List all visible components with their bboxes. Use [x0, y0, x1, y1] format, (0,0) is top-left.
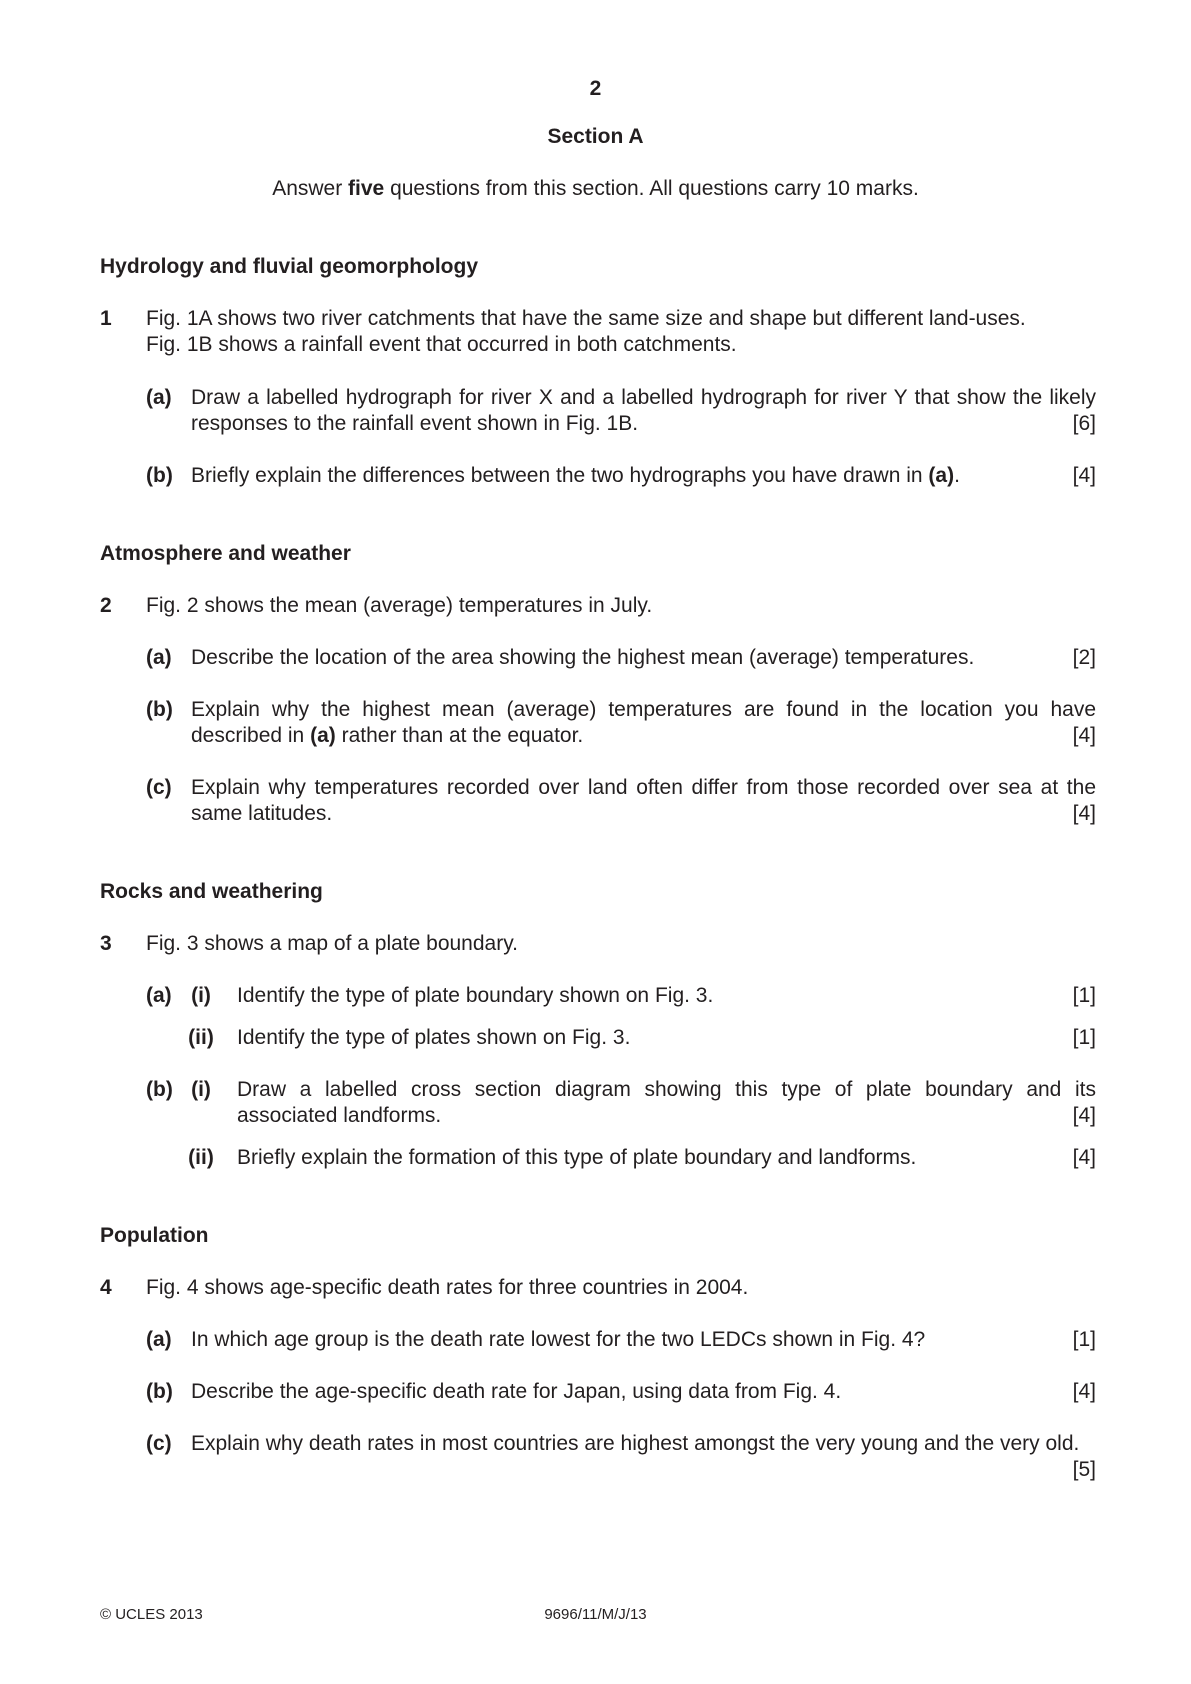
question-3b-i-marks: [4] [1072, 1104, 1096, 1127]
question-1b-text-bold: (a) [928, 464, 955, 487]
question-number-2: 2 [100, 594, 112, 617]
question-3a-ii-text: Identify the type of plates shown on Fig. 3. [237, 1026, 631, 1049]
page-number: 2 [589, 77, 602, 100]
question-1-stem-line-2: Fig. 1B shows a rainfall event that occurred in both catchments. [146, 333, 737, 356]
question-4c-text: Explain why death rates in most countries are highest amongst the very young and the very old. [191, 1432, 1080, 1455]
question-4-stem: Fig. 4 shows age-specific death rates for three countries in 2004. [146, 1276, 749, 1299]
instructions [0, 176, 1191, 202]
question-3a-ii-label: (ii) [188, 1026, 214, 1049]
question-number-3: 3 [100, 932, 112, 955]
question-2b-marks: [4] [1072, 724, 1096, 747]
question-1a-marks: [6] [1072, 412, 1096, 435]
question-4c-marks: [5] [1072, 1458, 1096, 1481]
question-2a-marks: [2] [1072, 646, 1096, 669]
question-1b-text-after: . [954, 464, 960, 487]
question-1a-text: Draw a labelled hydrograph for river X and a labelled hydrograph for river Y that show the likely responses to the rainfall event shown in Fig. 1B. [191, 386, 1096, 435]
question-4b-marks: [4] [1072, 1380, 1096, 1403]
question-3b-i-label: (i) [191, 1078, 211, 1101]
question-4a-text: In which age group is the death rate lowest for the two LEDCs shown in Fig. 4? [191, 1328, 926, 1351]
question-3-stem: Fig. 3 shows a map of a plate boundary. [146, 932, 518, 955]
question-2c-text: Explain why temperatures recorded over land often differ from those recorded over sea at the same latitudes. [191, 776, 1096, 825]
question-3a-i-marks: [1] [1072, 984, 1096, 1007]
question-3b-ii-label: (ii) [188, 1146, 214, 1169]
question-3a-i-label: (i) [191, 984, 211, 1007]
question-3b-label: (b) [146, 1078, 173, 1101]
question-2b-text-bold: (a) [310, 724, 336, 747]
footer-copyright: © UCLES 2013 [100, 1606, 203, 1623]
question-2b-text-before: Explain why the highest mean (average) temperatures are found in the location you have described in [191, 698, 1096, 747]
section-heading-hydrology: Hydrology and fluvial geomorphology [100, 255, 479, 278]
question-2b-text-after: rather than at the equator. [335, 724, 584, 747]
question-4b-text: Describe the age-specific death rate for Japan, using data from Fig. 4. [191, 1380, 842, 1403]
question-2b-label: (b) [146, 698, 173, 721]
question-2b-text [191, 697, 1096, 749]
question-1-stem-line-1: Fig. 1A shows two river catchments that have the same size and shape but different land-uses. [146, 307, 1026, 330]
question-1-stem [146, 306, 1096, 358]
question-3b-ii-text: Briefly explain the formation of this type of plate boundary and landforms. [237, 1146, 917, 1169]
question-3a-ii-marks: [1] [1072, 1026, 1096, 1049]
question-4c-label: (c) [146, 1432, 172, 1455]
question-3b-i-text: Draw a labelled cross section diagram showing this type of plate boundary and its associated landforms. [237, 1078, 1096, 1127]
question-2a-label: (a) [146, 646, 172, 669]
question-3b-ii-marks: [4] [1072, 1146, 1096, 1169]
footer-code: 9696/11/M/J/13 [544, 1606, 647, 1623]
section-title: Section A [547, 125, 644, 148]
question-1b-text [191, 463, 1096, 489]
question-2a-text: Describe the location of the area showing the highest mean (average) temperatures. [191, 646, 975, 669]
question-3a-label: (a) [146, 984, 172, 1007]
question-1b-marks: [4] [1072, 464, 1096, 487]
question-4b-label: (b) [146, 1380, 173, 1403]
instructions-before: Answer [272, 177, 349, 200]
section-heading-population: Population [100, 1224, 209, 1247]
question-1b-label: (b) [146, 464, 173, 487]
question-2-stem: Fig. 2 shows the mean (average) temperatures in July. [146, 594, 653, 617]
question-2c-marks: [4] [1072, 802, 1096, 825]
question-1b-text-before: Briefly explain the differences between the two hydrographs you have drawn in [191, 464, 929, 487]
instructions-emphasis: five [348, 177, 385, 200]
question-2c-label: (c) [146, 776, 172, 799]
question-4a-label: (a) [146, 1328, 172, 1351]
question-number-1: 1 [100, 307, 112, 330]
question-3a-i-text: Identify the type of plate boundary shown on Fig. 3. [237, 984, 714, 1007]
section-heading-rocks: Rocks and weathering [100, 880, 323, 903]
question-4a-marks: [1] [1072, 1328, 1096, 1351]
question-number-4: 4 [100, 1276, 112, 1299]
instructions-after: questions from this section. All questions carry 10 marks. [384, 177, 919, 200]
question-1a-label: (a) [146, 386, 172, 409]
section-heading-atmosphere: Atmosphere and weather [100, 542, 351, 565]
